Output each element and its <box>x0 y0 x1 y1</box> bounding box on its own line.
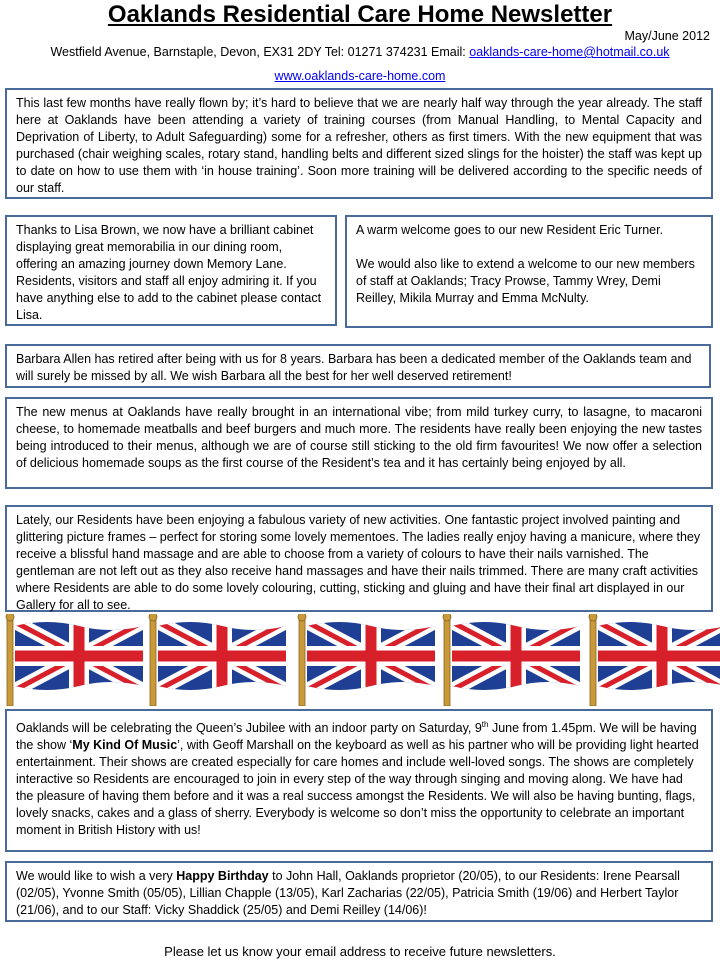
jubilee-text <box>16 716 702 839</box>
jubilee-section <box>5 709 713 852</box>
menus-text: The new menus at Oaklands have really brought in an international vibe; from mild turkey curry, to lasagne, to macaroni cheese, to homemade meatballs and beef burgers and much more. The residents have really been enjoying the new tastes being introduced to their menus, although we are of course still sticking to the old firm favourites! We now offer a selection of delicious homemade soups as the first course of the Resident’s tea and it has certainly being enjoyed by all. <box>16 405 702 470</box>
union-jack-flag-5 <box>588 614 720 706</box>
welcome-staff-text: We would also like to extend a welcome to our new members of staff at Oaklands; Tracy Prowse, Tammy Wrey, Demi Reilley, Mikila Murray and Emma McNulty. <box>356 257 695 305</box>
footer-note: Please let us know your email address to receive future newsletters. <box>164 944 556 959</box>
retirement-section <box>5 344 711 388</box>
union-jack-flag-3 <box>297 614 437 706</box>
memorabilia-section <box>5 215 337 326</box>
email-link[interactable]: oaklands-care-home@hotmail.co.uk <box>469 45 670 59</box>
memorabilia-text: Thanks to Lisa Brown, we now have a brilliant cabinet displaying great memorabilia in our dining room, offering an amazing journey down Memory Lane. Residents, visitors and staff all enjoy admiring it. If you have anything else to add to the cabinet please contact Lisa. <box>16 223 322 322</box>
jubilee-sup: th <box>481 720 489 729</box>
newsletter-date: May/June 2012 <box>624 29 710 43</box>
newsletter-title: Oaklands Residential Care Home Newsletter <box>107 1 613 28</box>
training-section <box>5 88 713 199</box>
birthday-part1: We would like to wish a very <box>16 869 177 883</box>
welcome-section <box>345 215 713 328</box>
activities-text: Lately, our Residents have been enjoying a fabulous variety of new activities. One fantastic project involved painting and glittering picture frames – perfect for storing some lovely mementoes. The ladies really enjoy having a manicure, where they receive a blissful hand massage and are able to choose from a variety of colours to have their nails varnished. The gentleman are not left out as they also receive hand massages and have their nails trimmed. There are many craft activities where Residents are able to do some lovely colouring, cutting, sticking and gluing and have their final art displayed in our Gallery for all to see. <box>16 513 701 612</box>
birthday-part2: to John Hall, Oaklands proprietor (20/05), to our Residents: Irene Pearsall (02/05), Yvonne Smith (05/05), Lillian Chapple (13/05), Karl Zacharias (22/05), Patricia Smith (19/06) and Herbert Taylor (21/06), and to our Staff: Vicky Shaddick (25/05) and Demi Reilley (14/06)! <box>16 869 680 917</box>
birthday-section <box>5 861 713 922</box>
flag-row <box>0 614 720 709</box>
menus-section <box>5 397 713 489</box>
union-jack-flag-4 <box>442 614 582 706</box>
jubilee-part1: Oaklands will be celebrating the Queen’s Jubilee with an indoor party on Saturday, 9 <box>16 721 482 736</box>
retirement-text: Barbara Allen has retired after being with us for 8 years. Barbara has been a dedicated member of the Oaklands team and will surely be missed by all. We wish Barbara all the best for her well deserved retirement! <box>16 352 692 383</box>
welcome-resident-text: A warm welcome goes to our new Resident Eric Turner. <box>356 223 664 237</box>
jubilee-show-name: My Kind Of Music <box>72 738 178 753</box>
training-text: This last few months have really flown by; it’s hard to believe that we are nearly half way through the year already. The staff here at Oaklands have been attending a variety of training courses (from Manual Handling, to Mental Capacity and Deprivation of Liberty, to Adult Safeguarding) some for a refresher, others as first timers. With the new equipment that was purchased (chair weighing scales, rotary stand, handling belts and different sized slings for the hoister) the staff was kept up to date on how to use them with ‘in house training’. Soon more training will be delivered according to the specific needs of our staff. <box>16 96 702 195</box>
activities-section <box>5 505 713 612</box>
contact-line <box>0 45 720 59</box>
union-jack-flag-1 <box>5 614 145 706</box>
union-jack-flag-2 <box>148 614 288 706</box>
jubilee-part3: ’, with Geoff Marshall on the keyboard as well as his partner who will be providing light hearted entertainment. Their shows are created especially for care homes and include well-loved songs. The shows are completely interactive so Residents are encouraged to join in every step of the way through singing and moving along. We have had the pleasure of having them before and it was a real success amongst the Residents. We will also be having bunting, flags, lovely snacks, cakes and a glass of sherry. Everybody is welcome so don’t miss the opportunity to celebrate an important moment in British History with us! <box>16 738 699 838</box>
jubilee-part2: June from 1.45pm. We will be having the show ‘ <box>16 721 697 753</box>
birthday-bold: Happy Birthday <box>176 869 269 883</box>
birthday-text <box>16 868 702 919</box>
address-text: Westfield Avenue, Barnstaple, Devon, EX31 2DY Tel: 01271 374231 Email: <box>50 45 466 59</box>
website-line <box>0 69 720 83</box>
website-link[interactable]: www.oaklands-care-home.com <box>274 69 446 83</box>
